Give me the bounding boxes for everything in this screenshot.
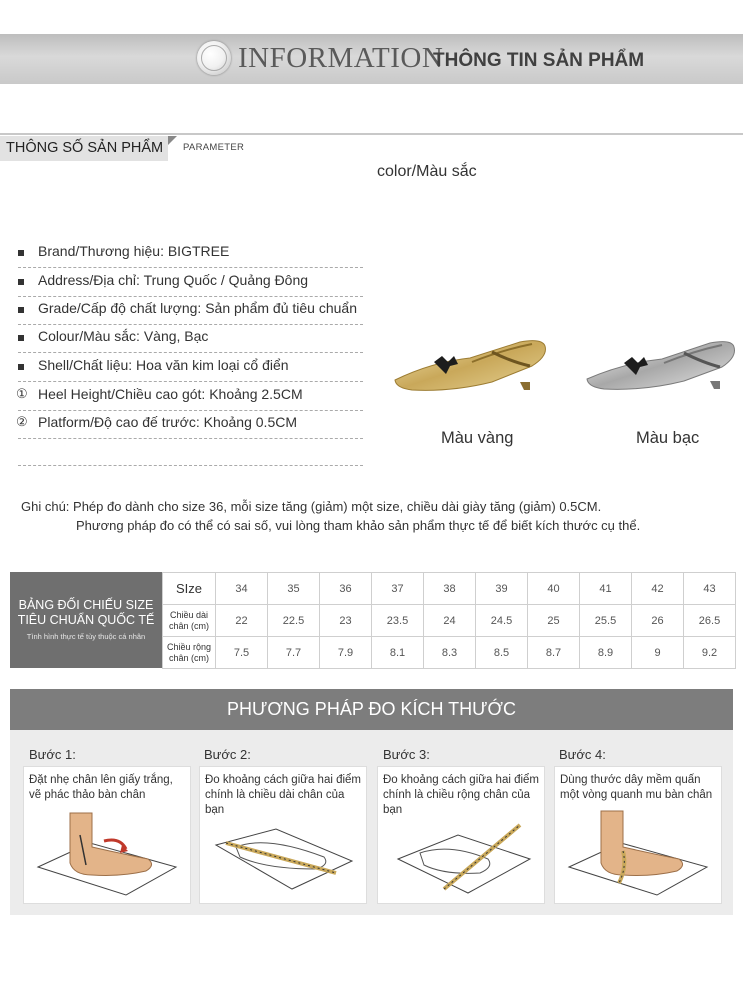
width-cell: 8.7 (528, 637, 580, 669)
note-line-2: Phương pháp đo có thể có sai số, vui lòng tham khảo sản phẩm thực tế để biết kích thước cụ thể. (76, 518, 641, 533)
spec-text: Colour/Màu sắc: Vàng, Bạc (38, 328, 209, 344)
size-cell: 39 (476, 573, 528, 605)
size-table-title-2: TIÊU CHUẨN QUỐC TẾ (17, 613, 155, 627)
length-cell: 24.5 (476, 605, 528, 637)
spec-row-shell (18, 355, 363, 382)
length-cell: 26 (632, 605, 684, 637)
step-3-card (377, 766, 545, 904)
length-cell: 22 (216, 605, 268, 637)
step-3-text: Đo khoảng cách giữa hai điểm chính là chiều rộng chân của bạn (383, 774, 540, 816)
shoe-image-silver (584, 323, 738, 395)
parameter-subheading: PARAMETER (183, 142, 245, 153)
spec-text: Address/Địa chỉ: Trung Quốc / Quảng Đông (38, 272, 309, 288)
width-cell: 8.1 (372, 637, 424, 669)
banner-title-en: INFORMATION (238, 42, 444, 74)
width-cell: 7.9 (320, 637, 372, 669)
size-cell: 36 (320, 573, 372, 605)
length-cell: 23.5 (372, 605, 424, 637)
spec-text: Grade/Cấp độ chất lượng: Sản phẩm đủ tiêu chuẩn (38, 300, 357, 316)
size-cell: 37 (372, 573, 424, 605)
foot-instep-illustration (561, 807, 713, 899)
size-cell: 42 (632, 573, 684, 605)
width-cell: 8.9 (580, 637, 632, 669)
spec-row-platform (18, 412, 363, 439)
size-cell: 34 (216, 573, 268, 605)
width-cell: 8.3 (424, 637, 476, 669)
spec-row-heel-height (18, 384, 363, 411)
spec-row-grade (18, 298, 363, 325)
spec-row-colour (18, 326, 363, 353)
step-2-text: Đo khoảng cách giữa hai điểm chính là chiều dài chân của bạn (205, 774, 362, 816)
step-3-label: Bước 3: (383, 747, 430, 762)
spec-row-address (18, 270, 363, 297)
spec-text: Brand/Thương hiệu: BIGTREE (38, 243, 230, 259)
step-2-label: Bước 2: (204, 747, 251, 762)
bullet-icon (18, 335, 24, 341)
foot-width-illustration (384, 819, 536, 901)
step-4-text: Dùng thước dây mềm quấn một vòng quanh mu bàn chân (560, 774, 713, 801)
bullet-icon (18, 364, 24, 370)
spec-text: Heel Height/Chiều cao gót: Khoảng 2.5CM (38, 386, 303, 402)
size-table (162, 572, 736, 669)
length-cell: 25.5 (580, 605, 632, 637)
row-header-length: Chiều dài chân (cm) (163, 605, 216, 637)
size-cell: 43 (684, 573, 736, 605)
size-cell: 35 (268, 573, 320, 605)
size-row (163, 573, 736, 605)
foot-outline-illustration (30, 807, 182, 899)
step-4-label: Bước 4: (559, 747, 606, 762)
parameter-heading: THÔNG SỐ SẢN PHẨM (6, 140, 164, 156)
row-header-width: Chiều rộng chân (cm) (163, 637, 216, 669)
size-cell: 40 (528, 573, 580, 605)
shoe-label-silver: Màu bạc (636, 429, 700, 447)
bullet-icon (18, 307, 24, 313)
width-cell: 7.7 (268, 637, 320, 669)
shoe-image-gold (392, 322, 548, 396)
step-2-card (199, 766, 367, 904)
spec-row-trailing-divider (18, 439, 363, 466)
step-4-card (554, 766, 722, 904)
length-cell: 24 (424, 605, 476, 637)
size-table-note: Tình hình thực tế tùy thuộc cá nhân (26, 632, 146, 641)
foot-length-illustration (206, 817, 358, 899)
width-cell: 9.2 (684, 637, 736, 669)
width-row (163, 637, 736, 669)
length-row (163, 605, 736, 637)
width-cell: 7.5 (216, 637, 268, 669)
bullet-icon (18, 250, 24, 256)
size-cell: 41 (580, 573, 632, 605)
row-header-size: SIze (163, 573, 216, 605)
step-1-text: Đặt nhẹ chân lên giấy trắng, vẽ phác thảo bàn chân (29, 774, 173, 801)
width-cell: 8.5 (476, 637, 528, 669)
step-1-card (23, 766, 191, 904)
method-title: PHƯƠNG PHÁP ĐO KÍCH THƯỚC (227, 699, 516, 719)
spec-text: Platform/Độ cao đế trước: Khoảng 0.5CM (38, 414, 297, 430)
section-divider (0, 133, 743, 135)
bullet-icon (18, 279, 24, 285)
spec-text: Shell/Chất liệu: Hoa văn kim loại cổ điển (38, 357, 289, 373)
size-cell: 38 (424, 573, 476, 605)
shoe-label-gold: Màu vàng (441, 429, 514, 447)
length-cell: 22.5 (268, 605, 320, 637)
width-cell: 9 (632, 637, 684, 669)
size-table-title-1: BẢNG ĐỐI CHIẾU SIZE (18, 598, 154, 612)
color-label: color/Màu sắc (377, 163, 477, 180)
tab-corner-icon (168, 136, 177, 145)
banner-title-vn: THÔNG TIN SẢN PHẨM (433, 50, 645, 71)
length-cell: 23 (320, 605, 372, 637)
spec-marker: ② (16, 414, 28, 429)
note-line-1: Ghi chú: Phép đo dành cho size 36, mỗi size tăng (giảm) một size, chiều dài giày tăng (giảm) 0.5CM. (21, 499, 602, 514)
spec-marker: ① (16, 386, 28, 401)
spec-row-brand (18, 241, 363, 268)
step-1-label: Bước 1: (29, 747, 76, 762)
length-cell: 26.5 (684, 605, 736, 637)
length-cell: 25 (528, 605, 580, 637)
circle-decoration-icon (197, 41, 231, 75)
